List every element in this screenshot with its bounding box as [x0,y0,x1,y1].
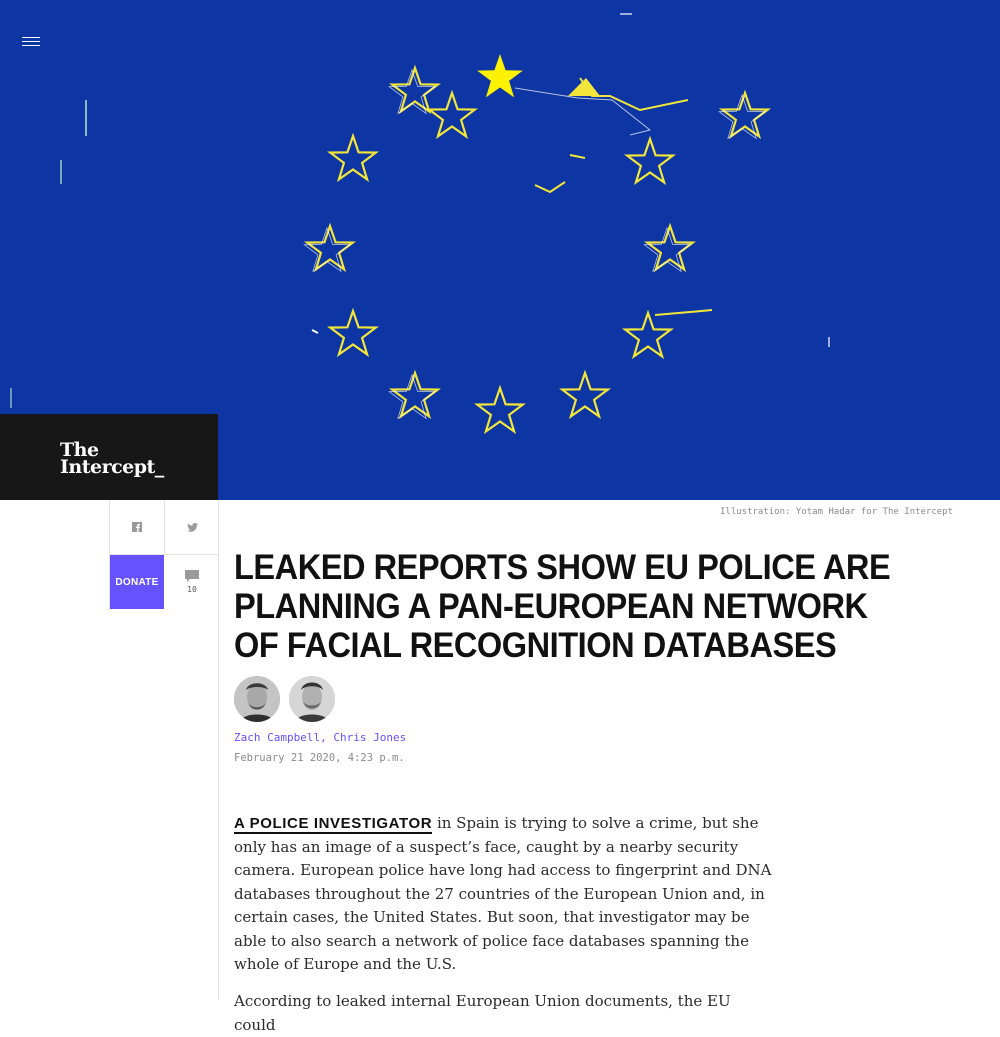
author-avatar-zach-campbell[interactable] [234,676,280,722]
twitter-share-button[interactable] [165,500,219,555]
menu-button[interactable] [22,37,40,49]
paragraph-text: in Spain is trying to solve a crime, but she only has an image of a suspect’s face, caught by a nearby security camera. European police have long had access to fingerprint and DNA databases throughout the 27 countries of the European Union and, in certain cases, the United States. But soon, that investigator may be able to also search a network of police face databases spanning the whole of Europe and the U.S. [234,814,772,973]
site-logo[interactable] [60,439,164,478]
author-link[interactable]: Chris Jones [333,731,407,744]
logo-line-1: The [60,439,99,461]
logo-line-2: Intercept_ [60,456,164,478]
twitter-icon [187,523,198,532]
comment-count: 10 [187,585,197,594]
comments-button[interactable] [165,555,219,609]
author-photo [289,676,335,722]
author-link[interactable]: Zach Campbell [234,731,321,744]
article-headline: LEAKED REPORTS SHOW EU POLICE ARE PLANNING A PAN-EUROPEAN NETWORK OF FACIAL RECOGNITION DATABASES [234,548,891,665]
byline [234,731,406,744]
donate-button[interactable]: DONATE [110,555,164,609]
facebook-icon [132,522,142,532]
comment-icon [185,570,199,582]
author-avatar-chris-jones[interactable] [289,676,335,722]
image-credit: Illustration: Yotam Hadar for The Intercept [720,507,953,517]
share-panel [109,500,220,610]
article-paragraph: According to leaked internal European Union documents, the EU could [234,992,731,1034]
lead-in: A POLICE INVESTIGATOR [234,815,433,832]
article-paragraph [234,812,774,977]
facebook-share-button[interactable] [110,500,165,555]
hamburger-icon [22,37,40,38]
publish-date: February 21 2020, 4:23 p.m. [234,752,405,764]
author-separator: , [320,731,334,744]
author-photo [234,676,280,722]
